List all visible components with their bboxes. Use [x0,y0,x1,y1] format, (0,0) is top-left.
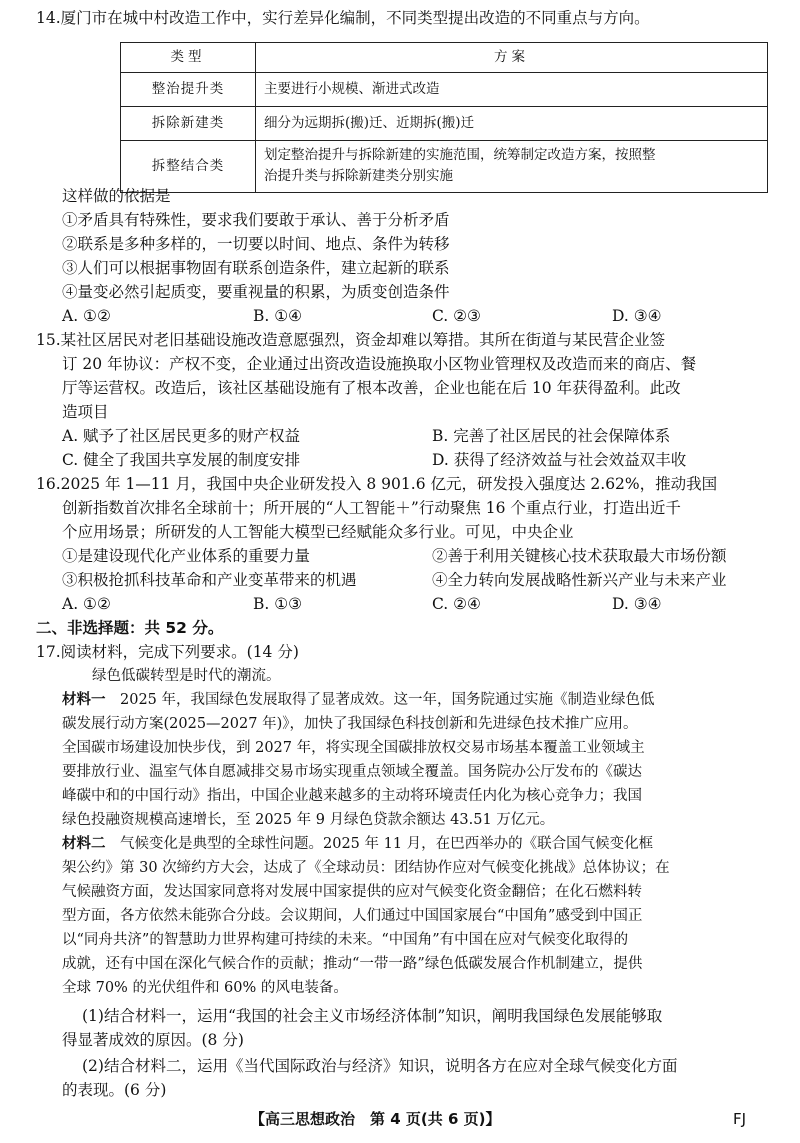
q16-stem-line: 16.2025 年 1—11 月，我国中央企业研发投入 8 901.6 亿元，研发投入强度达 2.62%，推动我国 [36,475,718,493]
table-cell-type: 拆整结合类 [121,140,256,192]
q14-stem: 14.厦门市在城中村改造工作中，实行差异化编制，不同类型提出改造的不同重点与方向。 [36,9,650,27]
footer-code: FJ [733,1110,747,1128]
table-cell-plan: 主要进行小规模、渐进式改造 [256,72,768,106]
table-header-plan: 方案 [256,43,768,73]
q15-stem-line: 厅等运营权。改造后，该社区基础设施有了根本改善，企业也能在后 10 年获得盈利。此改 [62,379,681,397]
section-heading: 二、非选择题：共 52 分。 [36,619,224,637]
q17-req2-line: (2)结合材料二，运用《当代国际政治与经济》知识，说明各方在应对全球气候变化方面 [82,1057,678,1075]
table-cell-plan: 细分为远期拆(搬)迁、近期拆(搬)迁 [256,106,768,140]
material2-text: 气候变化是典型的全球性问题。2025 年 11 月，在巴西举办的《联合国气候变化框 [120,836,654,852]
q16-option-b: B. ①③ [253,595,303,613]
material2-line: 以“同舟共济”的智慧助力世界构建可持续的未来。“中国角”有中国在应对气候变化取得的 [62,932,629,948]
q16-option-d: D. ③④ [612,595,662,613]
material1-line: 全国碳市场建设加快步伐，到 2027 年，将实现全国碳排放权交易市场基本覆盖工业领域主 [62,740,645,756]
table-cell-plan-line: 划定整治提升与拆除新建的实施范围，统筹制定改造方案，按照整 [264,147,656,163]
q14-option-a: A. ①② [62,307,111,325]
q15-option-a: A. 赋予了社区居民更多的财产权益 [62,427,301,445]
q14-table [120,42,768,193]
material2-line [62,832,653,857]
q16-stem-line: 创新指数首次排名全球前十；所开展的“人工智能＋”行动聚焦 16 个重点行业，打造出近千 [62,499,681,517]
q14-item: ①矛盾具有特殊性，要求我们要敢于承认、善于分析矛盾 [62,211,450,229]
q14-item: ③人们可以根据事物固有联系创造条件，建立起新的联系 [62,259,450,277]
q17-stem: 17.阅读材料，完成下列要求。(14 分) [36,643,299,661]
material1-line: 峰碳中和的中国行动》指出，中国企业越来越多的主动将环境责任内化为核心竞争力；我国 [62,788,642,804]
material1-line: 碳发展行动方案(2025—2027 年)》，加快了我国绿色科技创新和先进绿色技术推广应用。 [62,716,638,732]
q17-req2-line: 的表现。(6 分) [62,1081,167,1099]
q15-option-c: C. 健全了我国共享发展的制度安排 [62,451,301,469]
q15-stem-line: 造项目 [62,403,109,421]
q14-item: ④量变必然引起质变，要重视量的积累，为质变创造条件 [62,283,450,301]
q14-option-c: C. ②③ [432,307,481,325]
q15-option-d: D. 获得了经济效益与社会效益双丰收 [432,451,687,469]
table-cell-type: 整治提升类 [121,72,256,106]
q16-item: ②善于利用关键核心技术获取最大市场份额 [432,547,727,565]
table-row [121,106,768,140]
q14-option-b: B. ①④ [253,307,303,325]
q17-req1-line: (1)结合材料一，运用“我国的社会主义市场经济体制”知识，阐明我国绿色发展能够取 [82,1007,663,1025]
q17-intro: 绿色低碳转型是时代的潮流。 [92,668,281,684]
q16-item: ①是建设现代化产业体系的重要力量 [62,547,311,565]
q14-question: 这样做的依据是 [62,187,171,205]
material1-line [62,688,655,713]
table-cell-type: 拆除新建类 [121,106,256,140]
table-row [121,140,768,192]
q15-option-b: B. 完善了社区居民的社会保障体系 [432,427,671,445]
material2-line: 全球 70% 的光伏组件和 60% 的风电装备。 [62,980,348,996]
material2-label: 材料二 [62,836,106,852]
q16-stem-line: 个应用场景；所研发的人工智能大模型已经赋能众多行业。可见，中央企业 [62,523,574,541]
material1-line: 要排放行业、温室气体自愿减排交易市场实现重点领域全覆盖。国务院办公厅发布的《碳达 [62,764,642,780]
material1-label: 材料一 [62,692,106,708]
table-header-type: 类型 [121,43,256,73]
footer-page-info: 【高三思想政治 第 4 页(共 6 页)】 [250,1110,501,1128]
material2-line: 气候融资方面，发达国家同意将对发展中国家提供的应对气候变化资金翻倍；在化石燃料转 [62,884,642,900]
table-row [121,72,768,106]
q14-option-d: D. ③④ [612,307,662,325]
q16-option-c: C. ②④ [432,595,481,613]
material2-line: 型方面，各方依然未能弥合分歧。会议期间，人们通过中国国家展台“中国角”感受到中国正 [62,908,643,924]
table-cell-plan-line: 治提升类与拆除新建类分别实施 [264,168,453,184]
material2-line: 架公约》第 30 次缔约方大会，达成了《全球动员：团结协作应对气候变化挑战》总体协议；在 [62,860,670,876]
q17-req1-line: 得显著成效的原因。(8 分) [62,1031,244,1049]
material2-line: 成就，还有中国在深化气候合作的贡献；推动“一带一路”绿色低碳发展合作机制建立，提供 [62,956,643,972]
q16-option-a: A. ①② [62,595,111,613]
q14-item: ②联系是多种多样的，一切要以时间、地点、条件为转移 [62,235,450,253]
q16-item: ③积极抢抓科技革命和产业变革带来的机遇 [62,571,357,589]
q15-stem-line: 订 20 年协议：产权不变，企业通过出资改造设施换取小区物业管理权及改造而来的商店、餐 [62,355,697,373]
q16-item: ④全力转向发展战略性新兴产业与未来产业 [432,571,727,589]
material1-line: 绿色投融资规模高速增长，至 2025 年 9 月绿色贷款余额达 43.51 万亿元。 [62,812,555,828]
q15-stem-line: 15.某社区居民对老旧基础设施改造意愿强烈，资金却难以筹措。其所在街道与某民营企业签 [36,331,666,349]
table-cell-plan [256,140,768,192]
material1-text: 2025 年，我国绿色发展取得了显著成效。这一年，国务院通过实施《制造业绿色低 [120,692,655,708]
